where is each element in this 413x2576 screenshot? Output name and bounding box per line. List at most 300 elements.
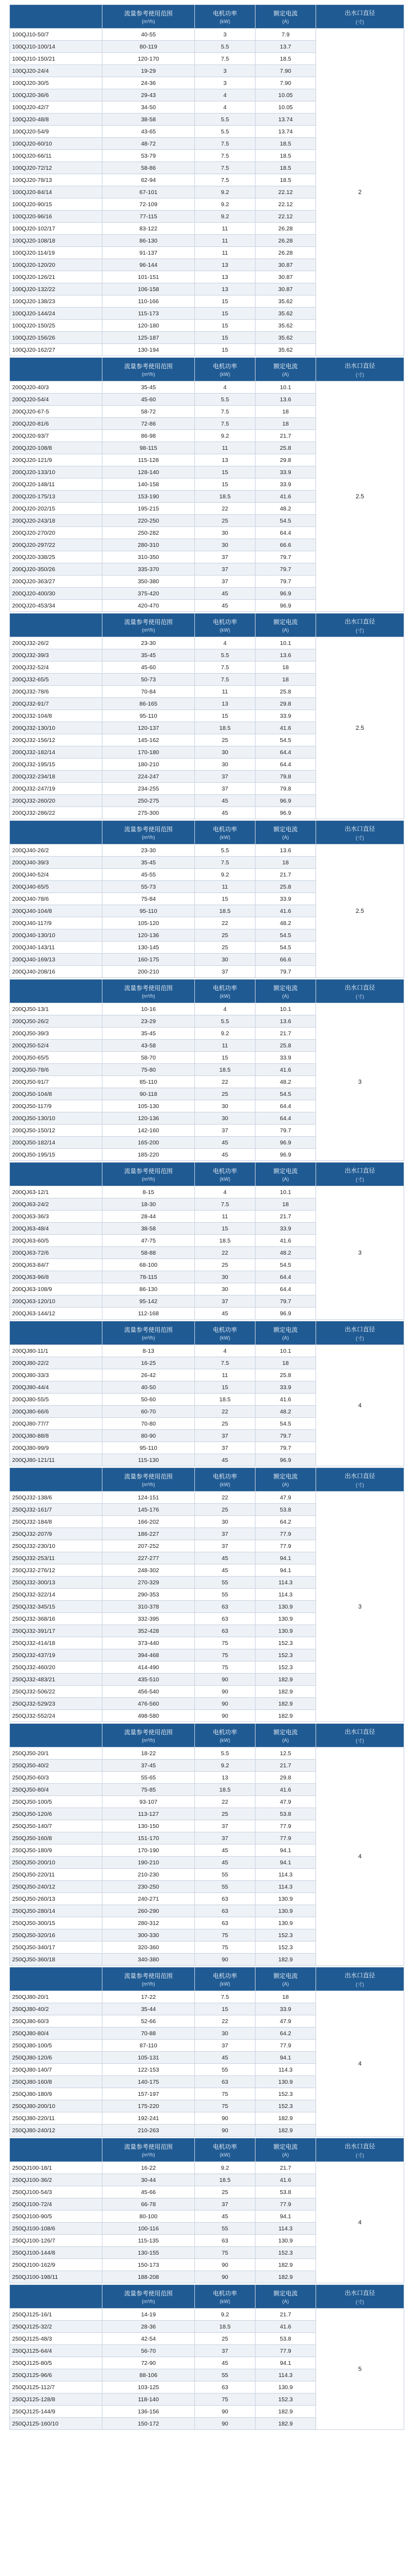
flow-range-cell: 210-230 xyxy=(102,1869,195,1881)
flow-range-cell: 96-144 xyxy=(102,259,195,271)
table-header-row xyxy=(10,2138,404,2162)
motor-power-cell: 9.2 xyxy=(195,198,256,211)
flow-range-cell: 124-151 xyxy=(102,1492,195,1504)
column-header xyxy=(102,1967,195,1991)
flow-range-cell: 58-70 xyxy=(102,1052,195,1064)
flow-range-cell: 260-290 xyxy=(102,1905,195,1917)
flow-range-cell: 150-173 xyxy=(102,2259,195,2271)
flow-range-cell: 95-142 xyxy=(102,1295,195,1308)
flow-range-cell: 55-65 xyxy=(102,1772,195,1784)
model-cell: 200QJ20-148/11 xyxy=(10,478,102,491)
flow-range-cell: 105-120 xyxy=(102,917,195,929)
column-header-unit: (A) xyxy=(282,1482,289,1487)
model-cell: 200QJ50-39/3 xyxy=(10,1028,102,1040)
model-cell: 200QJ20-297/22 xyxy=(10,539,102,551)
motor-power-cell: 18.5 xyxy=(195,491,256,503)
model-cell: 250QJ32-368/16 xyxy=(10,1613,102,1625)
motor-power-cell: 4 xyxy=(195,1345,256,1357)
motor-power-cell: 9.2 xyxy=(195,186,256,198)
column-header xyxy=(256,980,316,1003)
model-cell: 200QJ20-338/25 xyxy=(10,551,102,563)
column-header-unit: (m³/h) xyxy=(142,1176,155,1182)
flow-range-cell: 80-90 xyxy=(102,1430,195,1442)
model-cell: 250QJ80-40/2 xyxy=(10,2003,102,2015)
model-cell: 200QJ80-99/9 xyxy=(10,1442,102,1454)
flow-range-cell: 145-176 xyxy=(102,1504,195,1516)
model-cell: 200QJ32-247/19 xyxy=(10,783,102,795)
rated-current-cell: 77.9 xyxy=(256,1820,316,1832)
rated-current-cell: 18 xyxy=(256,662,316,674)
rated-current-cell: 130.9 xyxy=(256,1613,316,1625)
motor-power-cell: 15 xyxy=(195,1223,256,1235)
rated-current-cell: 13.6 xyxy=(256,649,316,662)
motor-power-cell: 75 xyxy=(195,1649,256,1661)
column-header xyxy=(256,1163,316,1186)
motor-power-cell: 7.5 xyxy=(195,674,256,686)
model-cell: 250QJ100-162/9 xyxy=(10,2259,102,2271)
model-cell: 250QJ125-96/6 xyxy=(10,2369,102,2381)
model-cell: 200QJ40-143/11 xyxy=(10,942,102,954)
flow-range-cell: 35-44 xyxy=(102,2003,195,2015)
model-cell: 100QJ20-144/24 xyxy=(10,308,102,320)
model-cell: 200QJ63-36/3 xyxy=(10,1211,102,1223)
model-cell: 200QJ20-202/15 xyxy=(10,503,102,515)
flow-range-cell: 120-136 xyxy=(102,1112,195,1125)
rated-current-cell: 10.05 xyxy=(256,89,316,101)
rated-current-cell: 13.74 xyxy=(256,114,316,126)
motor-power-cell: 15 xyxy=(195,466,256,478)
model-cell: 200QJ80-11/1 xyxy=(10,1345,102,1357)
flow-range-cell: 70-84 xyxy=(102,686,195,698)
spec-table xyxy=(9,357,404,612)
model-cell: 200QJ50-117/9 xyxy=(10,1100,102,1112)
flow-range-cell: 38-58 xyxy=(102,114,195,126)
flow-range-cell: 58-72 xyxy=(102,406,195,418)
column-header xyxy=(316,2138,404,2162)
table-header-row xyxy=(10,821,404,845)
column-header-label: 电机功率 xyxy=(213,10,237,17)
column-header xyxy=(10,1321,102,1345)
motor-power-cell: 37 xyxy=(195,1540,256,1552)
flow-range-cell: 340-380 xyxy=(102,1954,195,1966)
motor-power-cell: 15 xyxy=(195,295,256,308)
column-header-label: 流量参考使用范围 xyxy=(124,1729,173,1736)
model-cell: 100QJ20-84/14 xyxy=(10,186,102,198)
motor-power-cell: 3 xyxy=(195,77,256,89)
motor-power-cell: 4 xyxy=(195,381,256,394)
rated-current-cell: 18.5 xyxy=(256,138,316,150)
flow-range-cell: 120-137 xyxy=(102,722,195,734)
flow-range-cell: 40-55 xyxy=(102,29,195,41)
rated-current-cell: 18 xyxy=(256,857,316,869)
rated-current-cell: 79.7 xyxy=(256,576,316,588)
flow-range-cell: 185-220 xyxy=(102,1149,195,1161)
column-header xyxy=(10,2285,102,2309)
motor-power-cell: 13 xyxy=(195,698,256,710)
model-cell: 100QJ20-126/21 xyxy=(10,271,102,283)
motor-power-cell: 55 xyxy=(195,1869,256,1881)
column-header-unit: (寸) xyxy=(356,1482,364,1488)
flow-range-cell: 100-116 xyxy=(102,2223,195,2235)
column-header-unit: (A) xyxy=(282,19,289,24)
column-header-unit: (A) xyxy=(282,372,289,377)
rated-current-cell: 18.5 xyxy=(256,53,316,65)
rated-current-cell: 54.5 xyxy=(256,734,316,746)
rated-current-cell: 79.7 xyxy=(256,1430,316,1442)
rated-current-cell: 96.9 xyxy=(256,1149,316,1161)
flow-range-cell: 45-55 xyxy=(102,869,195,881)
model-cell: 200QJ63-144/12 xyxy=(10,1308,102,1320)
model-cell: 250QJ50-20/1 xyxy=(10,1747,102,1760)
model-cell: 100QJ20-156/26 xyxy=(10,332,102,344)
rated-current-cell: 21.7 xyxy=(256,430,316,442)
motor-power-cell: 30 xyxy=(195,1100,256,1112)
spec-table xyxy=(9,4,404,356)
flow-range-cell: 86-98 xyxy=(102,430,195,442)
column-header-label: 出水口直径 xyxy=(345,2289,375,2297)
rated-current-cell: 96.9 xyxy=(256,1454,316,1466)
motor-power-cell: 75 xyxy=(195,2088,256,2100)
motor-power-cell: 30 xyxy=(195,759,256,771)
model-cell: 250QJ50-260/13 xyxy=(10,1893,102,1905)
motor-power-cell: 7.5 xyxy=(195,418,256,430)
model-cell: 250QJ80-180/9 xyxy=(10,2088,102,2100)
rated-current-cell: 26.28 xyxy=(256,235,316,247)
table-row xyxy=(10,1186,404,1198)
rated-current-cell: 41.6 xyxy=(256,491,316,503)
outlet-diameter-cell: 5 xyxy=(316,2309,404,2430)
flow-range-cell: 23-29 xyxy=(102,1015,195,1028)
model-cell: 250QJ80-120/6 xyxy=(10,2052,102,2064)
rated-current-cell: 26.28 xyxy=(256,247,316,259)
motor-power-cell: 13 xyxy=(195,1772,256,1784)
rated-current-cell: 114.3 xyxy=(256,1577,316,1589)
flow-range-cell: 220-250 xyxy=(102,515,195,527)
motor-power-cell: 11 xyxy=(195,1211,256,1223)
flow-range-cell: 28-36 xyxy=(102,2321,195,2333)
motor-power-cell: 63 xyxy=(195,1893,256,1905)
rated-current-cell: 41.6 xyxy=(256,905,316,917)
rated-current-cell: 25.8 xyxy=(256,686,316,698)
motor-power-cell: 30 xyxy=(195,746,256,759)
column-header-unit: (A) xyxy=(282,1335,289,1341)
rated-current-cell: 94.1 xyxy=(256,1857,316,1869)
flow-range-cell: 414-490 xyxy=(102,1661,195,1674)
rated-current-cell: 54.5 xyxy=(256,1418,316,1430)
flow-range-cell: 234-255 xyxy=(102,783,195,795)
motor-power-cell: 37 xyxy=(195,1528,256,1540)
column-header-unit: (m³/h) xyxy=(142,2299,155,2304)
column-header xyxy=(256,358,316,381)
outlet-diameter-cell: 2.5 xyxy=(316,637,404,819)
motor-power-cell: 13 xyxy=(195,259,256,271)
column-header xyxy=(256,1468,316,1492)
model-cell: 100QJ20-54/9 xyxy=(10,126,102,138)
rated-current-cell: 64.4 xyxy=(256,1271,316,1283)
rated-current-cell: 96.9 xyxy=(256,795,316,807)
column-header-label: 流量参考使用范围 xyxy=(124,985,173,992)
motor-power-cell: 7.5 xyxy=(195,406,256,418)
flow-range-cell: 72-86 xyxy=(102,418,195,430)
model-cell: 200QJ32-286/22 xyxy=(10,807,102,819)
model-cell: 200QJ20-54/4 xyxy=(10,394,102,406)
column-header xyxy=(10,1724,102,1747)
flow-range-cell: 35-45 xyxy=(102,381,195,394)
rated-current-cell: 182.9 xyxy=(256,2112,316,2125)
model-cell: 250QJ32-230/10 xyxy=(10,1540,102,1552)
model-cell: 100QJ20-24/4 xyxy=(10,65,102,77)
column-header xyxy=(256,1724,316,1747)
rated-current-cell: 152.3 xyxy=(256,2394,316,2406)
motor-power-cell: 55 xyxy=(195,1589,256,1601)
motor-power-cell: 9.2 xyxy=(195,1760,256,1772)
motor-power-cell: 75 xyxy=(195,1637,256,1649)
rated-current-cell: 33.9 xyxy=(256,893,316,905)
model-cell: 200QJ63-120/10 xyxy=(10,1295,102,1308)
model-cell: 200QJ50-52/4 xyxy=(10,1040,102,1052)
rated-current-cell: 79.7 xyxy=(256,1442,316,1454)
rated-current-cell: 30.87 xyxy=(256,271,316,283)
column-header xyxy=(195,2138,256,2162)
model-cell: 200QJ20-108/8 xyxy=(10,442,102,454)
flow-range-cell: 35-45 xyxy=(102,857,195,869)
flow-range-cell: 227-277 xyxy=(102,1552,195,1564)
rated-current-cell: 47.9 xyxy=(256,1796,316,1808)
motor-power-cell: 25 xyxy=(195,1808,256,1820)
motor-power-cell: 18.5 xyxy=(195,1784,256,1796)
flow-range-cell: 30-44 xyxy=(102,2174,195,2186)
model-cell: 250QJ80-60/3 xyxy=(10,2015,102,2028)
spec-table xyxy=(9,1967,404,2137)
flow-range-cell: 200-210 xyxy=(102,966,195,978)
table-row xyxy=(10,381,404,394)
column-header-unit: (A) xyxy=(282,1981,289,1987)
rated-current-cell: 41.6 xyxy=(256,1784,316,1796)
rated-current-cell: 29.8 xyxy=(256,454,316,466)
motor-power-cell: 37 xyxy=(195,1295,256,1308)
motor-power-cell: 15 xyxy=(195,320,256,332)
flow-range-cell: 151-170 xyxy=(102,1832,195,1844)
rated-current-cell: 21.7 xyxy=(256,2309,316,2321)
model-cell: 100QJ20-138/23 xyxy=(10,295,102,308)
model-cell: 100QJ20-120/20 xyxy=(10,259,102,271)
rated-current-cell: 94.1 xyxy=(256,2052,316,2064)
motor-power-cell: 15 xyxy=(195,332,256,344)
motor-power-cell: 63 xyxy=(195,1613,256,1625)
spec-table xyxy=(9,613,404,819)
rated-current-cell: 130.9 xyxy=(256,2076,316,2088)
rated-current-cell: 77.9 xyxy=(256,2198,316,2211)
motor-power-cell: 25 xyxy=(195,1259,256,1271)
column-header-unit: (kW) xyxy=(220,1482,230,1487)
model-cell: 100QJ20-72/12 xyxy=(10,162,102,174)
model-cell: 250QJ32-483/21 xyxy=(10,1674,102,1686)
rated-current-cell: 13.74 xyxy=(256,126,316,138)
column-header xyxy=(102,2138,195,2162)
flow-range-cell: 72-90 xyxy=(102,2357,195,2369)
motor-power-cell: 30 xyxy=(195,1112,256,1125)
rated-current-cell: 10.1 xyxy=(256,1003,316,1015)
model-cell: 250QJ32-552/24 xyxy=(10,1710,102,1722)
rated-current-cell: 25.8 xyxy=(256,1040,316,1052)
motor-power-cell: 30 xyxy=(195,1271,256,1283)
flow-range-cell: 72-109 xyxy=(102,198,195,211)
motor-power-cell: 30 xyxy=(195,527,256,539)
flow-range-cell: 105-131 xyxy=(102,2052,195,2064)
motor-power-cell: 25 xyxy=(195,1418,256,1430)
motor-power-cell: 90 xyxy=(195,2125,256,2137)
model-cell: 200QJ20-121/9 xyxy=(10,454,102,466)
model-cell: 200QJ32-78/6 xyxy=(10,686,102,698)
column-header-label: 出水口直径 xyxy=(345,9,375,17)
motor-power-cell: 18.5 xyxy=(195,722,256,734)
model-cell: 250QJ50-40/2 xyxy=(10,1760,102,1772)
table-header-row xyxy=(10,1321,404,1345)
flow-range-cell: 120-136 xyxy=(102,929,195,942)
rated-current-cell: 64.4 xyxy=(256,1112,316,1125)
model-cell: 250QJ80-200/10 xyxy=(10,2100,102,2112)
motor-power-cell: 30 xyxy=(195,1516,256,1528)
model-cell: 200QJ32-195/15 xyxy=(10,759,102,771)
column-header xyxy=(10,821,102,845)
motor-power-cell: 13 xyxy=(195,271,256,283)
flow-range-cell: 180-210 xyxy=(102,759,195,771)
rated-current-cell: 66.6 xyxy=(256,954,316,966)
column-header-label: 出水口直径 xyxy=(345,1972,375,1979)
rated-current-cell: 79.8 xyxy=(256,783,316,795)
flow-range-cell: 55-73 xyxy=(102,881,195,893)
motor-power-cell: 90 xyxy=(195,1954,256,1966)
model-cell: 200QJ20-243/18 xyxy=(10,515,102,527)
motor-power-cell: 18.5 xyxy=(195,2321,256,2333)
flow-range-cell: 78-115 xyxy=(102,1271,195,1283)
column-header xyxy=(195,980,256,1003)
rated-current-cell: 96.9 xyxy=(256,600,316,612)
model-cell: 200QJ50-26/2 xyxy=(10,1015,102,1028)
flow-range-cell: 394-468 xyxy=(102,1649,195,1661)
motor-power-cell: 45 xyxy=(195,1552,256,1564)
flow-range-cell: 145-162 xyxy=(102,734,195,746)
motor-power-cell: 37 xyxy=(195,2345,256,2357)
model-cell: 100QJ20-48/8 xyxy=(10,114,102,126)
motor-power-cell: 25 xyxy=(195,1504,256,1516)
model-cell: 200QJ20-81/6 xyxy=(10,418,102,430)
column-header-unit: (A) xyxy=(282,2152,289,2158)
rated-current-cell: 47.9 xyxy=(256,2015,316,2028)
table-row xyxy=(10,2309,404,2321)
flow-range-cell: 190-210 xyxy=(102,1857,195,1869)
flow-range-cell: 128-140 xyxy=(102,466,195,478)
model-cell: 250QJ50-100/5 xyxy=(10,1796,102,1808)
model-cell: 200QJ63-24/2 xyxy=(10,1198,102,1211)
motor-power-cell: 9.2 xyxy=(195,430,256,442)
column-header xyxy=(195,614,256,637)
rated-current-cell: 21.7 xyxy=(256,1760,316,1772)
column-header xyxy=(256,2138,316,2162)
rated-current-cell: 18 xyxy=(256,418,316,430)
column-header-label: 额定电流 xyxy=(273,619,298,626)
flow-range-cell: 37-45 xyxy=(102,1760,195,1772)
rated-current-cell: 152.3 xyxy=(256,1649,316,1661)
motor-power-cell: 9.2 xyxy=(195,2309,256,2321)
motor-power-cell: 5.5 xyxy=(195,114,256,126)
rated-current-cell: 21.7 xyxy=(256,1028,316,1040)
flow-range-cell: 70-80 xyxy=(102,1418,195,1430)
model-cell: 100QJ10-150/21 xyxy=(10,53,102,65)
model-cell: 200QJ50-182/14 xyxy=(10,1137,102,1149)
flow-range-cell: 48-72 xyxy=(102,138,195,150)
motor-power-cell: 37 xyxy=(195,2040,256,2052)
column-header-unit: (kW) xyxy=(220,1335,230,1341)
motor-power-cell: 4 xyxy=(195,101,256,114)
motor-power-cell: 11 xyxy=(195,881,256,893)
flow-range-cell: 192-241 xyxy=(102,2112,195,2125)
rated-current-cell: 77.9 xyxy=(256,2040,316,2052)
column-header xyxy=(10,2138,102,2162)
rated-current-cell: 18.5 xyxy=(256,162,316,174)
column-header xyxy=(102,358,195,381)
flow-range-cell: 310-350 xyxy=(102,551,195,563)
rated-current-cell: 33.9 xyxy=(256,2003,316,2015)
flow-range-cell: 40-50 xyxy=(102,1381,195,1394)
motor-power-cell: 30 xyxy=(195,954,256,966)
column-header-label: 额定电流 xyxy=(273,2144,298,2150)
rated-current-cell: 96.9 xyxy=(256,588,316,600)
flow-range-cell: 75-84 xyxy=(102,893,195,905)
model-cell: 250QJ32-161/7 xyxy=(10,1504,102,1516)
column-header-label: 流量参考使用范围 xyxy=(124,1327,173,1333)
motor-power-cell: 11 xyxy=(195,235,256,247)
table-row xyxy=(10,1492,404,1504)
column-header-label: 流量参考使用范围 xyxy=(124,1973,173,1980)
motor-power-cell: 90 xyxy=(195,2406,256,2418)
table-row xyxy=(10,29,404,41)
motor-power-cell: 5.5 xyxy=(195,41,256,53)
model-cell: 200QJ32-130/10 xyxy=(10,722,102,734)
rated-current-cell: 26.28 xyxy=(256,223,316,235)
flow-range-cell: 80-119 xyxy=(102,41,195,53)
column-header xyxy=(256,2285,316,2309)
motor-power-cell: 45 xyxy=(195,2211,256,2223)
rated-current-cell: 130.9 xyxy=(256,1625,316,1637)
model-cell: 200QJ20-93/7 xyxy=(10,430,102,442)
motor-power-cell: 45 xyxy=(195,807,256,819)
column-header-unit: (寸) xyxy=(356,1981,364,1987)
motor-power-cell: 37 xyxy=(195,1430,256,1442)
column-header-label: 额定电流 xyxy=(273,1327,298,1333)
rated-current-cell: 29.8 xyxy=(256,1772,316,1784)
flow-range-cell: 350-380 xyxy=(102,576,195,588)
model-cell: 250QJ50-60/3 xyxy=(10,1772,102,1784)
motor-power-cell: 7.5 xyxy=(195,1991,256,2003)
rated-current-cell: 79.7 xyxy=(256,563,316,576)
rated-current-cell: 94.1 xyxy=(256,2211,316,2223)
rated-current-cell: 54.5 xyxy=(256,515,316,527)
model-cell: 100QJ20-96/16 xyxy=(10,211,102,223)
rated-current-cell: 54.5 xyxy=(256,1259,316,1271)
table-header-row xyxy=(10,1468,404,1492)
model-cell: 200QJ50-65/5 xyxy=(10,1052,102,1064)
model-cell: 200QJ80-44/4 xyxy=(10,1381,102,1394)
motor-power-cell: 63 xyxy=(195,2076,256,2088)
flow-range-cell: 16-22 xyxy=(102,2162,195,2174)
motor-power-cell: 75 xyxy=(195,1942,256,1954)
column-header xyxy=(316,1468,404,1492)
rated-current-cell: 13.6 xyxy=(256,394,316,406)
column-header xyxy=(10,614,102,637)
rated-current-cell: 18 xyxy=(256,674,316,686)
rated-current-cell: 21.7 xyxy=(256,2162,316,2174)
